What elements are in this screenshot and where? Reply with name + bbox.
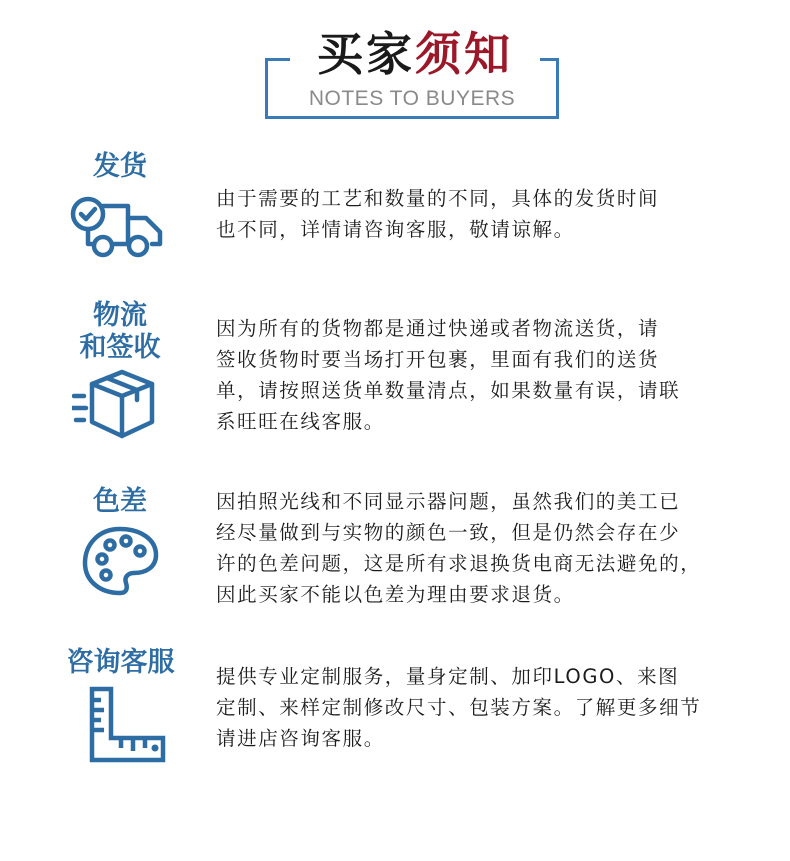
section-text-logistics: 因为所有的货物都是通过快递或者物流送货，请 签收货物时要当场打开包裹，里面有我们的送货 单，请按照送货单数量清点，如果数量有误，请联 系旺旺在线客服。 (216, 317, 681, 433)
section-text-service: 提供专业定制服务，量身定制、加印LOGO、来图 定制、来样定制修改尺寸、包装方案。了解更多细节 请进店咨询客服。 (216, 665, 702, 750)
section-label-color: 色差 (93, 486, 147, 517)
package-box-icon (72, 368, 158, 440)
color-palette-icon (82, 525, 160, 597)
section-text-color: 因拍照光线和不同显示器问题，虽然我们的美工已 经尽量做到与实物的颜色一致，但是仍然会存在少 许的色差问题，这是所有求退换货电商无法避免的， 因此买家不能以色差为理由要求退货。 (216, 490, 702, 606)
page-title (290, 24, 540, 84)
page-title-part2: 须知 (415, 27, 513, 81)
ruler-icon (89, 686, 169, 764)
section-label-shipping: 发货 (93, 151, 147, 182)
section-label-service: 咨询客服 (66, 647, 175, 678)
page-subtitle: NOTES TO BUYERS (308, 87, 516, 110)
section-text-shipping: 由于需要的工艺和数量的不同，具体的发货时间 也不同，详情请咨询客服，敬请谅解。 (216, 187, 660, 241)
section-label-logistics (65, 300, 175, 364)
section-label-logistics-line2: 和签收 (79, 332, 161, 363)
section-label-logistics-line1: 物流 (93, 300, 147, 331)
delivery-truck-icon (66, 192, 166, 264)
page-title-part1: 买家 (317, 27, 415, 81)
